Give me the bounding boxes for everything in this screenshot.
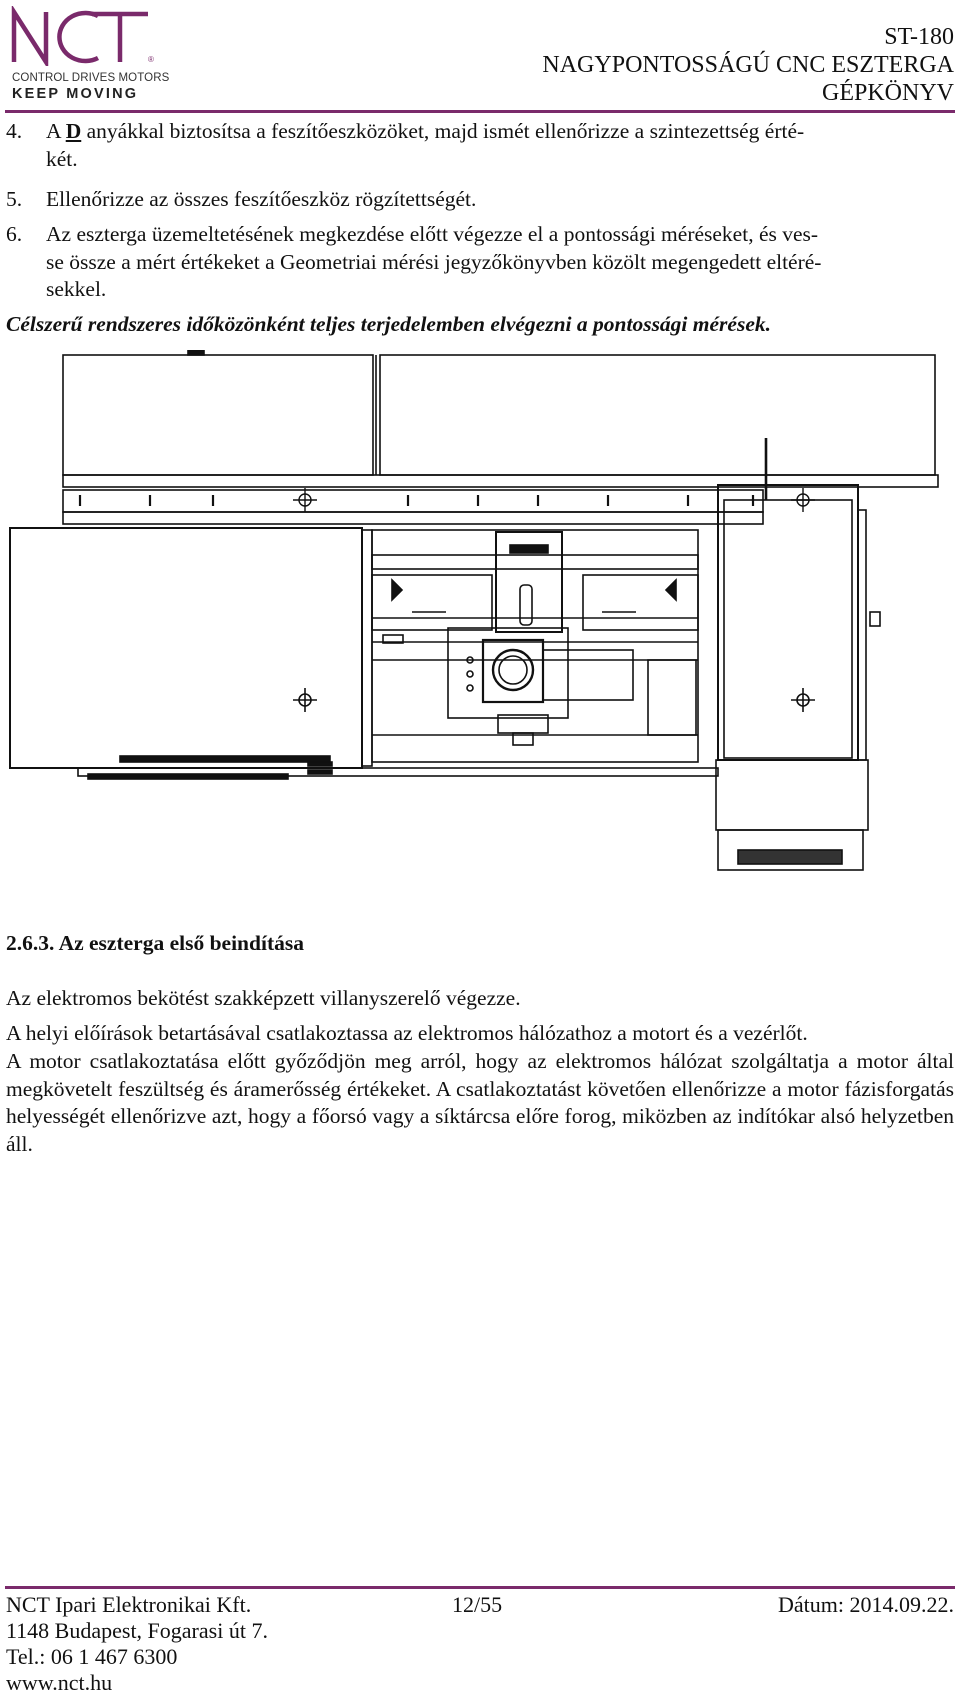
- list-number: 5.: [6, 187, 23, 211]
- footer-date: Dátum: 2014.09.22.: [778, 1592, 954, 1617]
- list-item-5: [6, 186, 954, 214]
- svg-text:®: ®: [148, 55, 154, 64]
- doc-title: NAGYPONTOSSÁGÚ CNC ESZTERGA: [542, 52, 954, 78]
- item-line-1: Az eszterga üzemeltetésének megkezdése előtt végezze el a pontossági méréseket, és ves-: [46, 222, 819, 246]
- section-paragraph-3: A motor csatlakoztatása előtt győződjön meg arról, hogy az elektromos hálózat szolgáltatja a motor által megkövetelt feszültség és áramerősség értékeket. A csatlakoztatást követően ellenőrizze a motor fázisforgatás helyességét ellenőrizve azt, hogy a főorsó vagy a síktárcsa előre forog, miközben az indítókar alsó helyzetben áll.: [6, 1049, 954, 1156]
- list-item-6: [6, 221, 954, 304]
- item-text-before: A: [46, 119, 66, 143]
- item-text: Ellenőrizze az összes feszítőeszköz rögzítettségét.: [46, 187, 477, 211]
- footer-phone: Tel.: 06 1 467 6300: [6, 1644, 178, 1669]
- footer-page-number: 12/55: [452, 1592, 503, 1617]
- section-paragraph-2: A helyi előírások betartásával csatlakoztassa az elektromos hálózathoz a motort és a vezérlőt.: [6, 1021, 808, 1045]
- footer-website[interactable]: www.nct.hu: [6, 1670, 113, 1695]
- company-logo: [8, 6, 170, 102]
- footer-address: 1148 Budapest, Fogarasi út 7.: [6, 1618, 268, 1643]
- logo-tagline-1: CONTROL DRIVES MOTORS: [12, 72, 170, 84]
- list-item-4: [6, 118, 954, 173]
- header-rule: [5, 110, 955, 113]
- list-number: 6.: [6, 222, 23, 246]
- logo-tagline-2: KEEP MOVING: [12, 86, 139, 102]
- doc-code: ST-180: [884, 24, 954, 50]
- section-heading: 2.6.3. Az eszterga első beindítása: [6, 931, 304, 955]
- footer-company: NCT Ipari Elektronikai Kft.: [6, 1592, 252, 1617]
- list-number: 4.: [6, 119, 23, 143]
- doc-type: GÉPKÖNYV: [822, 80, 954, 106]
- section-paragraph-1: Az elektromos bekötést szakképzett villanyszerelő végezze.: [6, 986, 521, 1010]
- item-line-2: se össze a mért értékeket a Geometriai mérési jegyzőkönyvben közölt megengedett eltéré-: [46, 249, 822, 274]
- item-text-line2: két.: [46, 146, 78, 171]
- lathe-front-view-drawing: [8, 350, 948, 905]
- item-text-after: anyákkal biztosítsa a feszítőeszközöket, majd ismét ellenőrizze a szintezettség érté-: [81, 119, 805, 143]
- note-text: Célszerű rendszeres időközönként teljes terjedelemben elvégezni a pontossági mérések.: [6, 312, 771, 336]
- item-highlight: D: [65, 119, 82, 143]
- nct-logo-mark: [8, 6, 158, 66]
- item-line-3: sekkel.: [46, 277, 107, 301]
- footer-rule: [5, 1586, 955, 1589]
